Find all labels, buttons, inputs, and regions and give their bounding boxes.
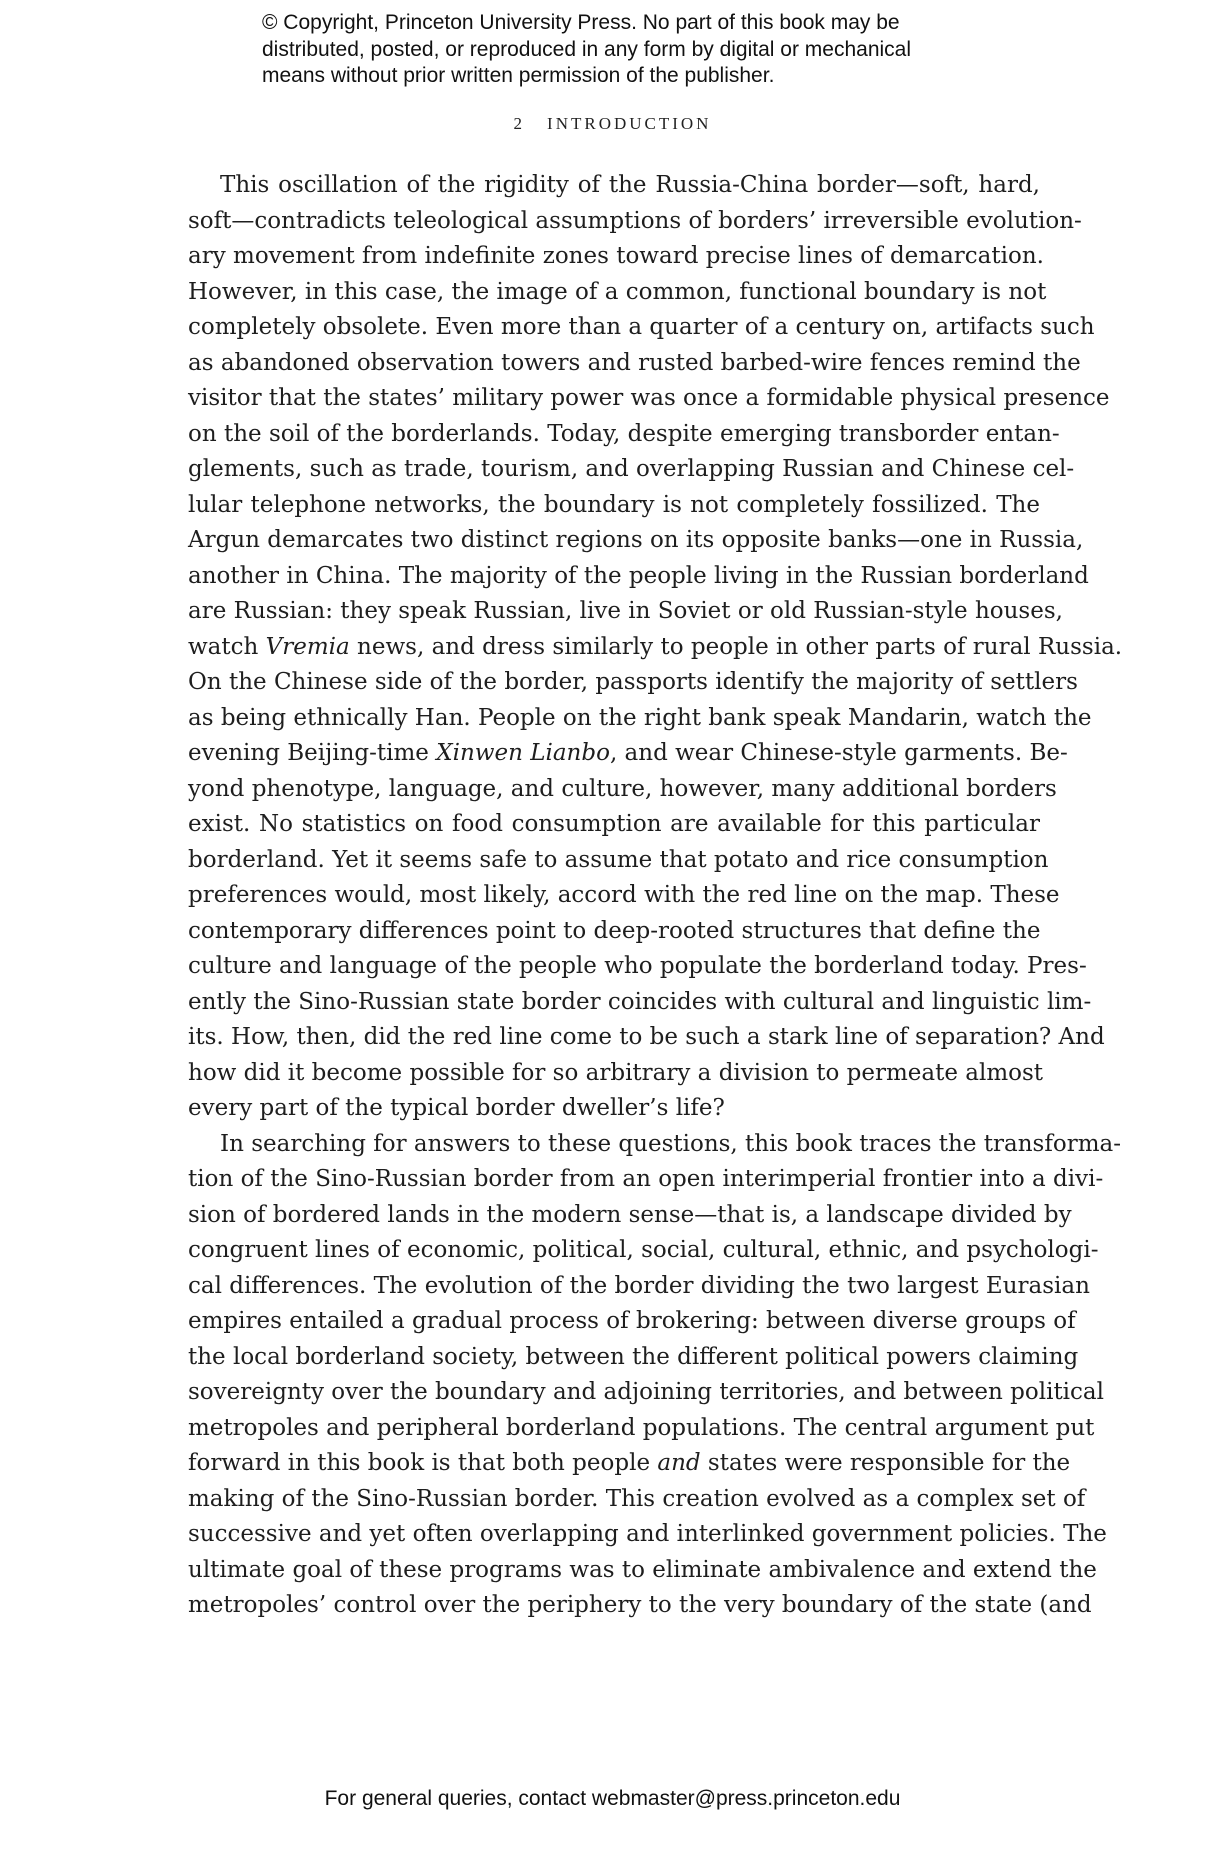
- text-line: as being ethnically Han. People on the right bank speak Mandarin, watch the: [188, 704, 1092, 731]
- text-line: empires entailed a gradual process of brokering: between diverse groups of: [188, 1308, 1076, 1334]
- copyright-line: distributed, posted, or reproduced in any form by digital or mechanical: [262, 37, 912, 61]
- text-line: exist. No statistics on food consumption are available for this particular: [188, 811, 1040, 837]
- text-line: making of the Sino-Russian border. This creation evolved as a complex set of: [188, 1485, 1086, 1512]
- text-line: Argun demarcates two distinct regions on its opposite banks—one in Russia,: [188, 527, 1084, 553]
- text-line: the local borderland society, between the different political powers claiming: [188, 1343, 1079, 1370]
- paragraph: [188, 1127, 1121, 1624]
- text-line: glements, such as trade, tourism, and overlapping Russian and Chinese cel-: [188, 456, 1075, 482]
- italic-title: and: [657, 1450, 701, 1476]
- copyright-notice: [262, 10, 982, 90]
- page-number: 2: [513, 114, 526, 133]
- text-line: its. How, then, did the red line come to be such a stark line of separation? And: [188, 1024, 1105, 1050]
- text-line: evening Beijing-time Xinwen Lianbo, and wear Chinese-style garments. Be-: [188, 740, 1068, 766]
- text-line: yond phenotype, language, and culture, however, many additional borders: [188, 775, 1057, 802]
- text-line: as abandoned observation towers and rusted barbed-wire fences remind the: [188, 349, 1081, 376]
- text-line: are Russian: they speak Russian, live in Soviet or old Russian-style houses,: [188, 598, 1063, 624]
- running-head: [0, 114, 1225, 134]
- text-line: culture and language of the people who populate the borderland today. Pres-: [188, 953, 1087, 979]
- italic-title: Xinwen Lianbo: [436, 740, 610, 766]
- text-line: borderland. Yet it seems safe to assume that potato and rice consumption: [188, 846, 1049, 873]
- text-line: on the soil of the borderlands. Today, despite emerging transborder entan-: [188, 420, 1060, 447]
- text-line: completely obsolete. Even more than a quarter of a century on, artifacts such: [188, 314, 1095, 340]
- footer-contact: For general queries, contact webmaster@press.princeton.edu: [324, 1787, 901, 1810]
- italic-title: Vremia: [265, 633, 350, 660]
- text-line: tion of the Sino-Russian border from an open interimperial frontier into a divi-: [188, 1166, 1104, 1192]
- text-line: metropoles’ control over the periphery to the very boundary of the state (and: [188, 1592, 1092, 1618]
- text-line: forward in this book is that both people and states were responsible for the: [188, 1450, 1071, 1476]
- text-line: every part of the typical border dweller’s life?: [188, 1095, 725, 1121]
- text-line: sovereignty over the boundary and adjoining territories, and between political: [188, 1379, 1104, 1405]
- text-line: watch Vremia news, and dress similarly to people in other parts of rural Russia.: [188, 633, 1123, 660]
- body-text: [188, 168, 1123, 1624]
- text-line: ently the Sino-Russian state border coincides with cultural and linguistic lim-: [188, 988, 1092, 1015]
- text-line: visitor that the states’ military power was once a formidable physical presence: [188, 385, 1110, 411]
- text-line: preferences would, most likely, accord with the red line on the map. These: [188, 882, 1060, 908]
- text-line: However, in this case, the image of a common, functional boundary is not: [188, 278, 1047, 305]
- text-line: successive and yet often overlapping and interlinked government policies. The: [188, 1521, 1107, 1547]
- paragraph: [188, 168, 1123, 1127]
- copyright-line: means without prior written permission of the publisher.: [262, 64, 775, 87]
- text-line: another in China. The majority of the people living in the Russian borderland: [188, 562, 1089, 589]
- text-line: ultimate goal of these programs was to eliminate ambivalence and extend the: [188, 1556, 1097, 1583]
- running-title: INTRODUCTION: [547, 114, 712, 133]
- text-line: cal differences. The evolution of the border dividing the two largest Eurasian: [188, 1272, 1090, 1299]
- text-line: This oscillation of the rigidity of the Russia-China border—soft, hard,: [220, 172, 1040, 198]
- text-line: how did it become possible for so arbitrary a division to permeate almost: [188, 1059, 1044, 1086]
- text-line: sion of bordered lands in the modern sense—that is, a landscape divided by: [188, 1201, 1072, 1228]
- text-line: lular telephone networks, the boundary is not completely fossilized. The: [188, 491, 1040, 518]
- text-line: soft—contradicts teleological assumptions of borders’ irreversible evolution-: [188, 207, 1082, 234]
- text-line: On the Chinese side of the border, passports identify the majority of settlers: [188, 669, 1078, 695]
- text-line: congruent lines of economic, political, social, cultural, ethnic, and psychologi-: [188, 1237, 1099, 1263]
- copyright-line: © Copyright, Princeton University Press. No part of this book may be: [262, 11, 900, 34]
- text-line: contemporary differences point to deep-rooted structures that define the: [188, 917, 1041, 944]
- text-line: ary movement from indefinite zones toward precise lines of demarcation.: [188, 243, 1044, 269]
- text-line: metropoles and peripheral borderland populations. The central argument put: [188, 1414, 1095, 1441]
- text-line: In searching for answers to these questions, this book traces the transforma-: [220, 1130, 1121, 1157]
